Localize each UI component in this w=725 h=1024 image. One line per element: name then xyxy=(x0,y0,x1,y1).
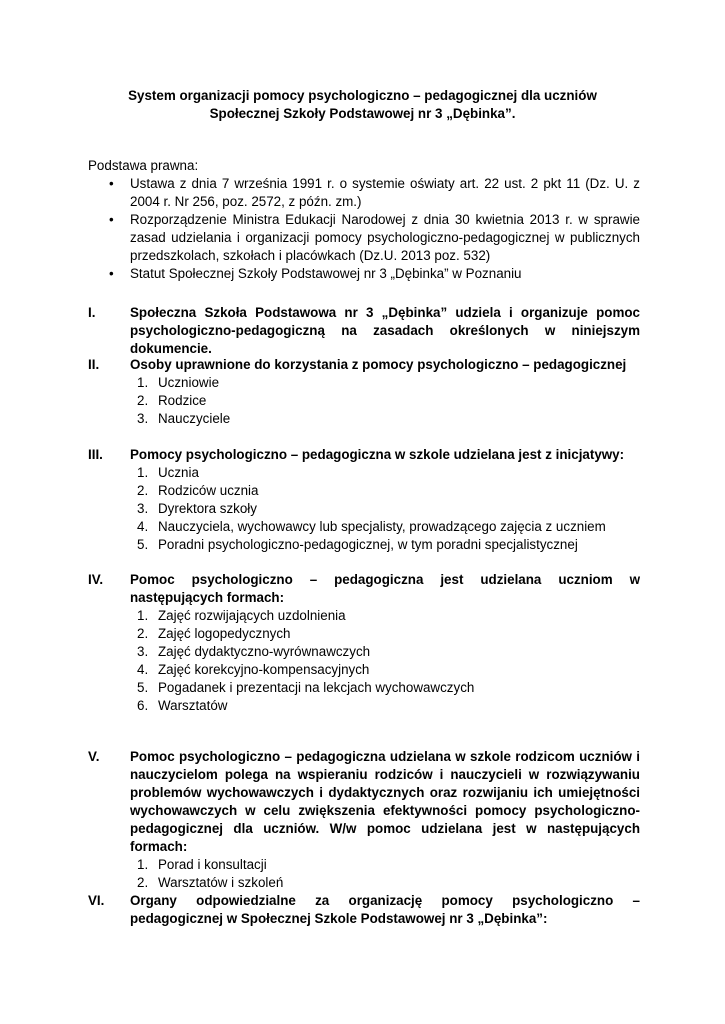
list-item-text: Zajęć rozwijających uzdolnienia xyxy=(158,608,346,623)
list-item-number: 2. xyxy=(137,875,149,890)
legal-basis-item xyxy=(88,265,640,283)
list-item-text: Warsztatów xyxy=(158,698,228,713)
list-item-text: Pogadanek i prezentacji na lekcjach wychowawczych xyxy=(158,680,475,695)
list-item-number: 5. xyxy=(137,680,149,695)
list-item xyxy=(137,410,640,428)
list-item-text: Zajęć logopedycznych xyxy=(158,626,291,641)
section-heading: Osoby uprawnione do korzystania z pomocy psychologiczno – pedagogicznej xyxy=(130,357,627,372)
list-item xyxy=(137,607,640,625)
legal-basis-label: Podstawa prawna: xyxy=(88,158,199,173)
list-item xyxy=(137,464,640,482)
list-item-text: Warsztatów i szkoleń xyxy=(158,875,284,890)
bullet-icon: • xyxy=(109,266,114,281)
list-item xyxy=(137,643,640,661)
section-heading: Społeczna Szkoła Podstawowa nr 3 „Dębinka” udziela i organizuje pomoc psychologiczno-pedagogiczną na zasadach określonych w niniejszym dokumencie. xyxy=(130,305,640,356)
list-item-number: 3. xyxy=(137,644,149,659)
section-number: II. xyxy=(88,357,100,372)
list-item-text: Nauczyciela, wychowawcy lub specjalisty, prowadzącego zajęcia z uczniem xyxy=(158,519,606,534)
section-1 xyxy=(88,304,640,358)
list-item-text: Dyrektora szkoły xyxy=(158,501,257,516)
list-item-text: Rodzice xyxy=(158,393,207,408)
list-item xyxy=(137,500,640,518)
section-5 xyxy=(88,748,640,892)
section-list xyxy=(88,856,640,892)
list-item-text: Nauczyciele xyxy=(158,411,231,426)
section-number: III. xyxy=(88,447,103,462)
section-list xyxy=(88,374,640,428)
list-item-number: 3. xyxy=(137,501,149,516)
list-item-text: Rodziców ucznia xyxy=(158,483,259,498)
section-list xyxy=(88,607,640,715)
list-item-number: 2. xyxy=(137,626,149,641)
list-item-number: 1. xyxy=(137,608,149,623)
section-number: VI. xyxy=(88,893,105,908)
list-item-number: 4. xyxy=(137,519,149,534)
section-heading: Pomoc psychologiczno – pedagogiczna jest udzielana uczniom w następujących formach: xyxy=(130,572,640,605)
section-list xyxy=(88,464,640,554)
list-item-number: 6. xyxy=(137,698,149,713)
section-4 xyxy=(88,571,640,715)
list-item-text: Uczniowie xyxy=(158,375,220,390)
legal-basis-item-text: Rozporządzenie Ministra Edukacji Narodowej z dnia 30 kwietnia 2013 r. w sprawie zasad udzielania i organizacji pomocy psychologiczno-pedagogicznej w publicznych przedszkolach, szkołach i placówkach (Dz.U. 2013 poz. 532) xyxy=(130,212,640,263)
bullet-icon: • xyxy=(109,176,114,191)
list-item xyxy=(137,679,640,697)
legal-basis-item xyxy=(88,175,640,211)
list-item xyxy=(137,625,640,643)
list-item xyxy=(137,374,640,392)
list-item-number: 1. xyxy=(137,857,149,872)
list-item xyxy=(137,874,640,892)
legal-basis-item xyxy=(88,211,640,265)
list-item-text: Porad i konsultacji xyxy=(158,857,267,872)
list-item xyxy=(137,661,640,679)
section-heading: Organy odpowiedzialne za organizację pomocy psychologiczno – pedagogicznej w Społecznej Szkole Podstawowej nr 3 „Dębinka”: xyxy=(130,893,640,926)
list-item xyxy=(137,518,640,536)
list-item-text: Zajęć dydaktyczno-wyrównawczych xyxy=(158,644,371,659)
legal-basis-item-text: Statut Społecznej Szkoły Podstawowej nr 3 „Dębinka” w Poznaniu xyxy=(130,266,522,281)
list-item-number: 1. xyxy=(137,375,149,390)
list-item xyxy=(137,536,640,554)
list-item-number: 2. xyxy=(137,393,149,408)
list-item xyxy=(137,856,640,874)
legal-basis xyxy=(88,157,640,283)
document-title-line-2: Społecznej Szkoły Podstawowej nr 3 „Dębinka”. xyxy=(209,106,516,121)
legal-basis-item-text: Ustawa z dnia 7 września 1991 r. o systemie oświaty art. 22 ust. 2 pkt 11 (Dz. U. z 2004 r. Nr 256, poz. 2572, z późn. zm.) xyxy=(130,176,640,209)
list-item-text: Poradni psychologiczno-pedagogicznej, w tym poradni specjalistycznej xyxy=(158,537,578,552)
list-item xyxy=(137,392,640,410)
list-item-number: 2. xyxy=(137,483,149,498)
document-title-line-1: System organizacji pomocy psychologiczno – pedagogicznej dla uczniów xyxy=(128,88,597,103)
list-item-text: Zajęć korekcyjno-kompensacyjnych xyxy=(158,662,370,677)
list-item-number: 3. xyxy=(137,411,149,426)
section-number: IV. xyxy=(88,572,104,587)
list-item-number: 1. xyxy=(137,465,149,480)
section-2 xyxy=(88,356,640,428)
section-3 xyxy=(88,446,640,554)
bullet-icon: • xyxy=(109,212,114,227)
list-item xyxy=(137,482,640,500)
section-number: V. xyxy=(88,749,100,764)
list-item-number: 4. xyxy=(137,662,149,677)
section-number: I. xyxy=(88,305,96,320)
section-6 xyxy=(88,892,640,928)
list-item-number: 5. xyxy=(137,537,149,552)
list-item xyxy=(137,697,640,715)
list-item-text: Ucznia xyxy=(158,465,199,480)
section-heading: Pomocy psychologiczno – pedagogiczna w szkole udzielana jest z inicjatywy: xyxy=(130,447,625,462)
section-heading: Pomoc psychologiczno – pedagogiczna udzielana w szkole rodzicom uczniów i nauczycielom polega na wspieraniu rodziców i nauczycieli w rozwiązywaniu problemów wychowawczych i dydaktycznych oraz rozwijaniu ich umiejętności wychowawczych w celu zwiększenia efektywności pomocy psychologiczno-pedagogicznej dla uczniów. W/w pomoc udzielana jest w następujących formach: xyxy=(130,749,640,854)
